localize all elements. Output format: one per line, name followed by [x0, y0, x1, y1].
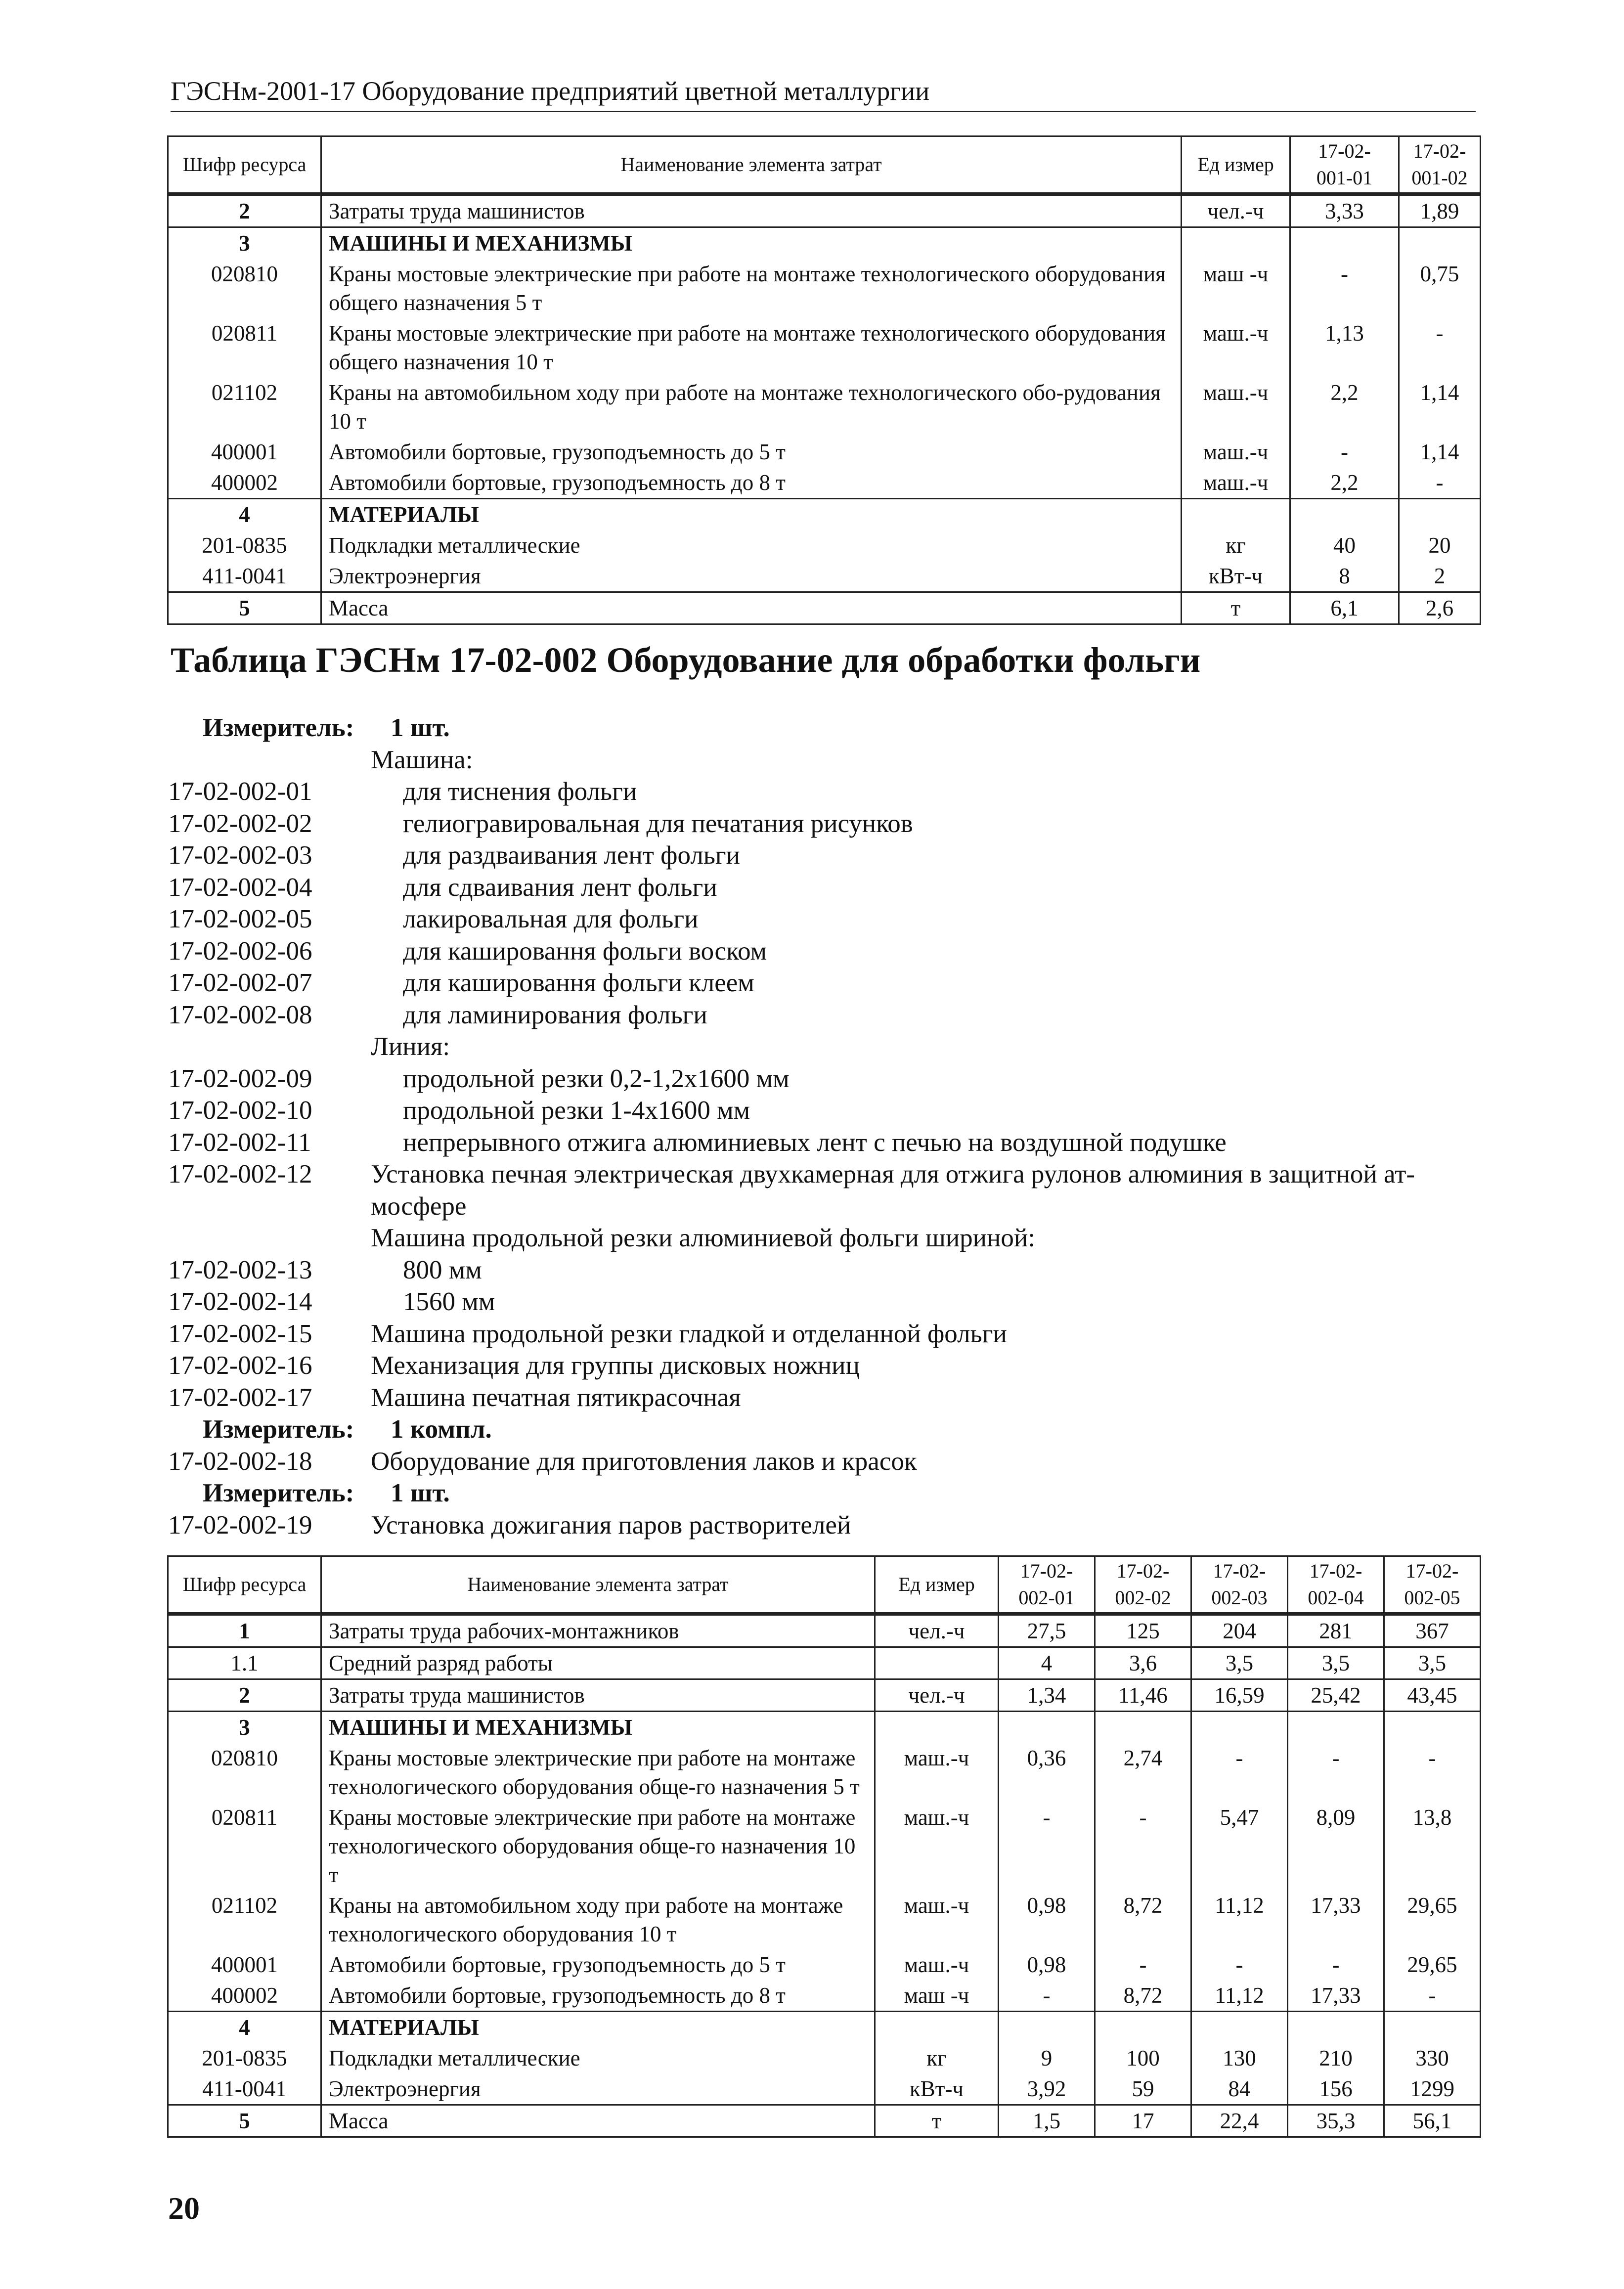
value-cell: -: [1288, 1743, 1384, 1802]
listing-item: [168, 967, 1503, 999]
item-description: Установка печная электрическая двухкамерная для отжига рулонов алюминия в защитной ат-мосфере: [371, 1160, 1415, 1221]
unit-cell: кг: [1182, 530, 1290, 561]
item-code: 17-02-002-15: [168, 1319, 312, 1348]
unit-cell: т: [875, 2105, 999, 2137]
cost-element-cell: Автомобили бортовые, грузоподъемность до 8 т: [321, 1980, 875, 2012]
cost-element-cell: Затраты труда машинистов: [321, 194, 1182, 227]
cost-element-cell: Краны мостовые электрические при работе на монтаже технологического оборудования обще-го назначения 10 т: [321, 1802, 875, 1890]
unit-cell: т: [1182, 592, 1290, 624]
value-cell: 43,45: [1384, 1679, 1481, 1712]
item-code: 17-02-002-14: [168, 1287, 312, 1316]
column-header: 17-02- 002-02: [1095, 1556, 1191, 1614]
unit-cell: маш.-ч: [1182, 467, 1290, 499]
value-cell: 210: [1288, 2043, 1384, 2073]
item-code: 17-02-002-09: [168, 1064, 312, 1093]
value-cell: -: [1290, 437, 1399, 467]
value-cell: 6,1: [1290, 592, 1399, 624]
table-row: [168, 1712, 1481, 1743]
value-cell: [1288, 1712, 1384, 1743]
table-row: [168, 1949, 1481, 1980]
value-cell: 1,13: [1290, 318, 1399, 377]
unit-cell: [875, 1712, 999, 1743]
resource-code-cell: 201-0835: [168, 2043, 321, 2073]
cost-element-cell: Автомобили бортовые, грузоподъемность до 5 т: [321, 1949, 875, 1980]
unit-cell: чел.-ч: [875, 1614, 999, 1647]
column-header: 17-02- 001-01: [1290, 136, 1399, 194]
cost-element-cell: МАТЕРИАЛЫ: [321, 2012, 875, 2043]
value-cell: [1191, 1712, 1288, 1743]
item-code: 17-02-002-01: [168, 777, 312, 806]
cost-element-cell: Затраты труда машинистов: [321, 1679, 875, 1712]
value-cell: 0,98: [999, 1890, 1095, 1949]
unit-cell: маш.-ч: [875, 1949, 999, 1980]
table-row: [168, 2073, 1481, 2105]
value-cell: 125: [1095, 1614, 1191, 1647]
column-header: Шифр ресурса: [168, 1556, 321, 1614]
value-cell: 8,72: [1095, 1890, 1191, 1949]
value-cell: [1290, 499, 1399, 530]
measure-label: Измеритель:: [203, 1415, 354, 1444]
item-description: 1560 мм: [403, 1287, 495, 1316]
value-cell: [1288, 2012, 1384, 2043]
measure-value: 1 шт.: [391, 1479, 450, 1507]
resource-code-cell: 4: [168, 2012, 321, 2043]
value-cell: 2,6: [1399, 592, 1481, 624]
cost-element-cell: Подкладки металлические: [321, 2043, 875, 2073]
cost-element-cell: Электроэнергия: [321, 2073, 875, 2105]
item-code: 17-02-002-12: [168, 1160, 312, 1189]
value-cell: 0,36: [999, 1743, 1095, 1802]
table-row: [168, 2012, 1481, 2043]
item-description: для раздваивания лент фольги: [403, 841, 741, 870]
table-row: [168, 227, 1481, 259]
unit-cell: маш.-ч: [875, 1743, 999, 1802]
resource-code-cell: 020811: [168, 1802, 321, 1890]
value-cell: -: [1191, 1743, 1288, 1802]
item-code: 17-02-002-17: [168, 1383, 312, 1412]
resource-table-17-02-002: [167, 1555, 1481, 2138]
value-cell: 8: [1290, 561, 1399, 592]
item-code: 17-02-002-19: [168, 1510, 312, 1540]
value-cell: 0,98: [999, 1949, 1095, 1980]
listing-item: [168, 1350, 1503, 1382]
value-cell: 204: [1191, 1614, 1288, 1647]
value-cell: [1384, 1712, 1481, 1743]
listing-item: [168, 839, 1503, 872]
table-row: [168, 1743, 1481, 1802]
cost-element-cell: Автомобили бортовые, грузоподъемность до 8 т: [321, 467, 1182, 499]
listing-item: [168, 1095, 1503, 1127]
resource-code-cell: 411-0041: [168, 561, 321, 592]
value-cell: 281: [1288, 1614, 1384, 1647]
table-header-row: [168, 1556, 1481, 1614]
value-cell: 4: [999, 1647, 1095, 1679]
column-header: 17-02- 002-01: [999, 1556, 1095, 1614]
resource-code-cell: 020811: [168, 318, 321, 377]
table-row: [168, 561, 1481, 592]
table-row: [168, 1647, 1481, 1679]
value-cell: 25,42: [1288, 1679, 1384, 1712]
value-cell: -: [1191, 1949, 1288, 1980]
resource-code-cell: 5: [168, 2105, 321, 2137]
item-code: 17-02-002-18: [168, 1447, 312, 1476]
listing-item: [168, 1509, 1503, 1541]
column-header: 17-02- 002-05: [1384, 1556, 1481, 1614]
item-code: 17-02-002-13: [168, 1255, 312, 1284]
item-description: Оборудование для приготовления лаков и красок: [371, 1447, 917, 1476]
value-cell: 29,65: [1384, 1890, 1481, 1949]
value-cell: 17,33: [1288, 1980, 1384, 2012]
table-title: Таблица ГЭСНм 17-02-002 Оборудование для обработки фольги: [171, 640, 1201, 680]
resource-code-cell: 2: [168, 194, 321, 227]
listing-item: [168, 776, 1503, 808]
item-description: для тиснения фольги: [403, 777, 637, 806]
table-row: [168, 194, 1481, 227]
resource-code-cell: 1: [168, 1614, 321, 1647]
unit-cell: маш -ч: [1182, 259, 1290, 318]
value-cell: 2,2: [1290, 467, 1399, 499]
column-header: Ед измер: [1182, 136, 1290, 194]
value-cell: [1290, 227, 1399, 259]
value-cell: 367: [1384, 1614, 1481, 1647]
value-cell: 29,65: [1384, 1949, 1481, 1980]
value-cell: [1095, 2012, 1191, 2043]
resource-code-cell: 020810: [168, 259, 321, 318]
item-description: для ламинирования фольги: [403, 1000, 707, 1029]
resource-code-cell: 021102: [168, 377, 321, 437]
measure-value: 1 шт.: [391, 713, 450, 742]
group-heading: [168, 744, 1503, 776]
column-header: Наименование элемента затрат: [321, 136, 1182, 194]
item-description: для кашировання фольги воском: [403, 936, 767, 966]
table-row: [168, 592, 1481, 624]
value-cell: [999, 2012, 1095, 2043]
unit-cell: чел.-ч: [875, 1679, 999, 1712]
unit-cell: [1182, 227, 1290, 259]
item-code: 17-02-002-06: [168, 936, 312, 966]
item-code: 17-02-002-10: [168, 1096, 312, 1125]
value-cell: 11,46: [1095, 1679, 1191, 1712]
value-cell: -: [1384, 1980, 1481, 2012]
value-cell: -: [1384, 1743, 1481, 1802]
listing-item: [168, 1286, 1503, 1318]
column-header: Наименование элемента затрат: [321, 1556, 875, 1614]
cost-element-cell: Подкладки металлические: [321, 530, 1182, 561]
item-code: 17-02-002-08: [168, 1000, 312, 1029]
cost-element-cell: Масса: [321, 592, 1182, 624]
item-code: 17-02-002-02: [168, 809, 312, 838]
cost-element-cell: Автомобили бортовые, грузоподъемность до 5 т: [321, 437, 1182, 467]
value-cell: 1,89: [1399, 194, 1481, 227]
measure-line: [168, 712, 1503, 744]
listing-item: [168, 808, 1503, 840]
unit-cell: маш.-ч: [1182, 377, 1290, 437]
page-number: 20: [168, 2191, 200, 2226]
group-heading-text: Машина:: [371, 745, 473, 774]
cost-element-cell: МАШИНЫ И МЕХАНИЗМЫ: [321, 1712, 875, 1743]
listing-item: [168, 1158, 1503, 1222]
cost-element-cell: Масса: [321, 2105, 875, 2137]
value-cell: 5,47: [1191, 1802, 1288, 1890]
item-code: 17-02-002-03: [168, 841, 312, 870]
value-cell: -: [1095, 1949, 1191, 1980]
table-row: [168, 1614, 1481, 1647]
item-description: 800 мм: [403, 1255, 482, 1284]
item-description: продольной резки 0,2-1,2х1600 мм: [403, 1064, 790, 1093]
listing-item: [168, 1254, 1503, 1286]
measure-label: Измеритель:: [203, 1479, 354, 1507]
table-row: [168, 2105, 1481, 2137]
table-row: [168, 1890, 1481, 1949]
value-cell: 3,6: [1095, 1647, 1191, 1679]
listing-item: [168, 999, 1503, 1031]
cost-element-cell: Затраты труда рабочих-монтажников: [321, 1614, 875, 1647]
cost-element-cell: МАШИНЫ И МЕХАНИЗМЫ: [321, 227, 1182, 259]
value-cell: 11,12: [1191, 1980, 1288, 2012]
resource-code-cell: 021102: [168, 1890, 321, 1949]
column-header: 17-02- 001-02: [1399, 136, 1481, 194]
value-cell: 3,33: [1290, 194, 1399, 227]
value-cell: 3,5: [1288, 1647, 1384, 1679]
measure-value: 1 компл.: [391, 1415, 492, 1444]
listing-item: [168, 1063, 1503, 1095]
column-header: Ед измер: [875, 1556, 999, 1614]
value-cell: 27,5: [999, 1614, 1095, 1647]
group-heading: [168, 1222, 1503, 1254]
listing-item: [168, 1127, 1503, 1159]
item-description: Установка дожигания паров растворителей: [371, 1510, 851, 1540]
column-header: 17-02- 002-04: [1288, 1556, 1384, 1614]
table-row: [168, 437, 1481, 467]
cost-element-cell: Краны на автомобильном ходу при работе на монтаже технологического оборудования 10 т: [321, 1890, 875, 1949]
table-row: [168, 2043, 1481, 2073]
cost-element-cell: Электроэнергия: [321, 561, 1182, 592]
resource-code-cell: 3: [168, 1712, 321, 1743]
measure-line: [168, 1477, 1503, 1509]
measure-line: [168, 1413, 1503, 1446]
item-description: гелиогравировальная для печатания рисунков: [403, 809, 913, 838]
resource-code-cell: 400001: [168, 1949, 321, 1980]
unit-cell: кг: [875, 2043, 999, 2073]
table-header-row: [168, 136, 1481, 194]
value-cell: [1095, 1712, 1191, 1743]
value-cell: [1399, 227, 1481, 259]
value-cell: 13,8: [1384, 1802, 1481, 1890]
table-row: [168, 377, 1481, 437]
group-heading-text: Линия:: [371, 1032, 450, 1061]
running-header: ГЭСНм-2001-17 Оборудование предприятий цветной металлургии: [171, 74, 1476, 112]
value-cell: -: [1399, 318, 1481, 377]
table-row: [168, 1980, 1481, 2012]
value-cell: 3,5: [1191, 1647, 1288, 1679]
table-row: [168, 1679, 1481, 1712]
value-cell: 3,5: [1384, 1647, 1481, 1679]
unit-cell: [875, 1647, 999, 1679]
value-cell: 84: [1191, 2073, 1288, 2105]
unit-cell: маш.-ч: [1182, 437, 1290, 467]
unit-cell: маш.-ч: [1182, 318, 1290, 377]
value-cell: 40: [1290, 530, 1399, 561]
resource-code-cell: 020810: [168, 1743, 321, 1802]
resource-code-cell: 400002: [168, 467, 321, 499]
listing-item: [168, 872, 1503, 904]
item-description: продольной резки 1-4х1600 мм: [403, 1096, 750, 1125]
value-cell: 22,4: [1191, 2105, 1288, 2137]
item-code: 17-02-002-11: [168, 1128, 311, 1157]
group-heading-text: Машина продольной резки алюминиевой фольги шириной:: [371, 1224, 1035, 1252]
unit-cell: кВт-ч: [1182, 561, 1290, 592]
column-header: Шифр ресурса: [168, 136, 321, 194]
value-cell: -: [999, 1802, 1095, 1890]
unit-cell: [875, 2012, 999, 2043]
value-cell: -: [1288, 1949, 1384, 1980]
unit-cell: чел.-ч: [1182, 194, 1290, 227]
value-cell: 2: [1399, 561, 1481, 592]
value-cell: 1299: [1384, 2073, 1481, 2105]
value-cell: 100: [1095, 2043, 1191, 2073]
cost-element-cell: Краны мостовые электрические при работе на монтаже технологического оборудования обще-го назначения 5 т: [321, 1743, 875, 1802]
value-cell: 156: [1288, 2073, 1384, 2105]
item-code: 17-02-002-04: [168, 873, 312, 902]
resource-code-cell: 1.1: [168, 1647, 321, 1679]
value-cell: [999, 1712, 1095, 1743]
value-cell: 35,3: [1288, 2105, 1384, 2137]
unit-cell: маш.-ч: [875, 1802, 999, 1890]
resource-code-cell: 400002: [168, 1980, 321, 2012]
cost-element-cell: Средний разряд работы: [321, 1647, 875, 1679]
resource-code-cell: 4: [168, 499, 321, 530]
value-cell: 20: [1399, 530, 1481, 561]
value-cell: 56,1: [1384, 2105, 1481, 2137]
equipment-listing: [168, 712, 1503, 1541]
value-cell: 130: [1191, 2043, 1288, 2073]
table-row: [168, 530, 1481, 561]
resource-code-cell: 411-0041: [168, 2073, 321, 2105]
listing-item: [168, 903, 1503, 935]
item-code: 17-02-002-16: [168, 1351, 312, 1380]
value-cell: 16,59: [1191, 1679, 1288, 1712]
resource-code-cell: 2: [168, 1679, 321, 1712]
listing-item: [168, 935, 1503, 968]
resource-code-cell: 400001: [168, 437, 321, 467]
resource-code-cell: 201-0835: [168, 530, 321, 561]
value-cell: -: [1095, 1802, 1191, 1890]
cost-element-cell: МАТЕРИАЛЫ: [321, 499, 1182, 530]
value-cell: 1,14: [1399, 377, 1481, 437]
column-header: 17-02- 002-03: [1191, 1556, 1288, 1614]
listing-item: [168, 1446, 1503, 1478]
value-cell: 0,75: [1399, 259, 1481, 318]
resource-table-17-02-001: [167, 135, 1481, 625]
item-description: для кашировання фольги клеем: [403, 968, 754, 997]
group-heading: [168, 1031, 1503, 1063]
table-row: [168, 259, 1481, 318]
value-cell: [1191, 2012, 1288, 2043]
cost-element-cell: Краны мостовые электрические при работе на монтаже технологического оборудования общего назначения 5 т: [321, 259, 1182, 318]
unit-cell: маш -ч: [875, 1980, 999, 2012]
value-cell: 8,72: [1095, 1980, 1191, 2012]
value-cell: 2,2: [1290, 377, 1399, 437]
cost-element-cell: Краны на автомобильном ходу при работе на монтаже технологического обо-рудования 10 т: [321, 377, 1182, 437]
item-code: 17-02-002-07: [168, 968, 312, 997]
resource-code-cell: 5: [168, 592, 321, 624]
item-description: для сдваивания лент фольги: [403, 873, 717, 902]
value-cell: 8,09: [1288, 1802, 1384, 1890]
value-cell: 1,14: [1399, 437, 1481, 467]
unit-cell: маш.-ч: [875, 1890, 999, 1949]
value-cell: 9: [999, 2043, 1095, 2073]
measure-label: Измеритель:: [203, 713, 354, 742]
value-cell: -: [1399, 467, 1481, 499]
item-description: Машина продольной резки гладкой и отделанной фольги: [371, 1319, 1007, 1348]
table-row: [168, 318, 1481, 377]
item-code: 17-02-002-05: [168, 905, 312, 933]
item-description: Механизация для группы дисковых ножниц: [371, 1351, 860, 1380]
listing-item: [168, 1318, 1503, 1350]
resource-code-cell: 3: [168, 227, 321, 259]
table-row: [168, 499, 1481, 530]
item-description: непрерывного отжига алюминиевых лент с печью на воздушной подушке: [403, 1128, 1227, 1157]
value-cell: 17: [1095, 2105, 1191, 2137]
item-description: Машина печатная пятикрасочная: [371, 1383, 741, 1412]
value-cell: 1,5: [999, 2105, 1095, 2137]
value-cell: [1384, 2012, 1481, 2043]
unit-cell: [1182, 499, 1290, 530]
value-cell: 1,34: [999, 1679, 1095, 1712]
listing-item: [168, 1382, 1503, 1414]
value-cell: 3,92: [999, 2073, 1095, 2105]
value-cell: 11,12: [1191, 1890, 1288, 1949]
value-cell: 330: [1384, 2043, 1481, 2073]
cost-element-cell: Краны мостовые электрические при работе на монтаже технологического оборудования общего назначения 10 т: [321, 318, 1182, 377]
table-row: [168, 1802, 1481, 1890]
value-cell: 59: [1095, 2073, 1191, 2105]
value-cell: -: [1290, 259, 1399, 318]
table-row: [168, 467, 1481, 499]
value-cell: [1399, 499, 1481, 530]
value-cell: 17,33: [1288, 1890, 1384, 1949]
unit-cell: кВт-ч: [875, 2073, 999, 2105]
value-cell: -: [999, 1980, 1095, 2012]
value-cell: 2,74: [1095, 1743, 1191, 1802]
item-description: лакировальная для фольги: [403, 905, 699, 933]
